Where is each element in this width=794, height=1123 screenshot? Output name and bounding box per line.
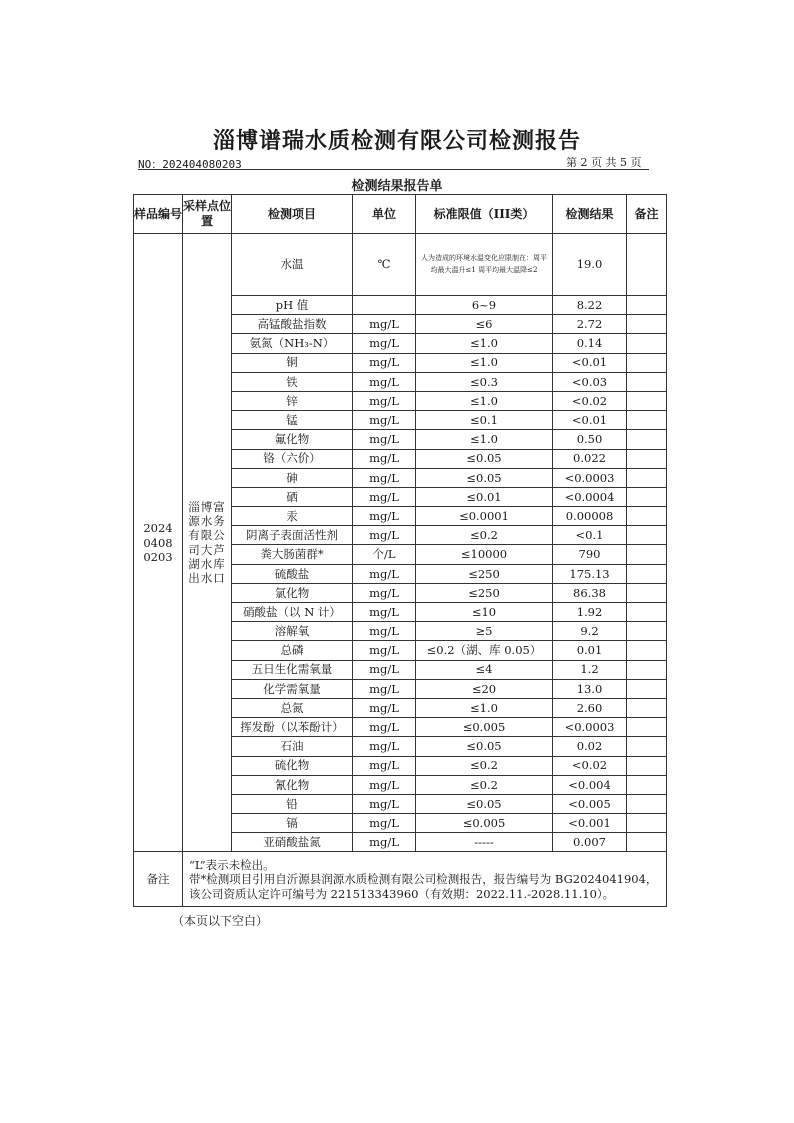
header-item: 检测项目 — [232, 195, 353, 234]
report-title: 淄博谱瑞水质检测有限公司检测报告 — [212, 128, 581, 154]
report-number: NO：202404080203 — [138, 158, 242, 171]
unit-value: 个/L — [353, 545, 416, 564]
standard-limit: ≤0.01 — [416, 487, 553, 506]
test-item: 石油 — [232, 737, 353, 756]
standard-limit: ≤0.05 — [416, 468, 553, 487]
unit-value: mg/L — [353, 756, 416, 775]
remark-cell — [627, 775, 667, 794]
test-result: <0.02 — [553, 391, 627, 410]
standard-limit — [416, 234, 553, 296]
blank-page-note: （本页以下空白） — [172, 914, 269, 928]
remark-cell — [627, 391, 667, 410]
test-item: 锰 — [232, 411, 353, 430]
remark-cell — [627, 814, 667, 833]
standard-limit: ≤0.0001 — [416, 507, 553, 526]
standard-limit: ≤250 — [416, 583, 553, 602]
remark-cell — [627, 756, 667, 775]
remark-cell — [627, 622, 667, 641]
unit-value: mg/L — [353, 775, 416, 794]
standard-limit: ≤0.05 — [416, 794, 553, 813]
standard-limit: 6~9 — [416, 296, 553, 315]
remark-cell — [627, 487, 667, 506]
header-sample-no: 样品编号 — [134, 195, 183, 234]
standard-limit: ≥5 — [416, 622, 553, 641]
test-result: <0.0003 — [553, 718, 627, 737]
test-result: 0.022 — [553, 449, 627, 468]
unit-value: mg/L — [353, 698, 416, 717]
standard-limit: ----- — [416, 833, 553, 852]
unit-value: mg/L — [353, 794, 416, 813]
remark-cell — [627, 737, 667, 756]
standard-limit: ≤1.0 — [416, 334, 553, 353]
test-result: 1.2 — [553, 660, 627, 679]
standard-limit: ≤1.0 — [416, 430, 553, 449]
header-rule — [138, 169, 649, 170]
test-item: 镉 — [232, 814, 353, 833]
test-result: 0.02 — [553, 737, 627, 756]
standard-limit: ≤10000 — [416, 545, 553, 564]
standard-limit: ≤0.3 — [416, 372, 553, 391]
test-item: pH 值 — [232, 296, 353, 315]
test-result: <0.01 — [553, 353, 627, 372]
standard-note: 人为造成的环境水温变化应限制在：周平均最大温升≤1 周平均最大温降≤2 — [421, 253, 547, 274]
test-result: <0.02 — [553, 756, 627, 775]
test-item: 氰化物 — [232, 775, 353, 794]
header-result: 检测结果 — [553, 195, 627, 234]
test-result: 0.50 — [553, 430, 627, 449]
standard-limit: ≤1.0 — [416, 698, 553, 717]
test-result: <0.01 — [553, 411, 627, 430]
test-item: 高锰酸盐指数 — [232, 315, 353, 334]
remark-cell — [627, 372, 667, 391]
unit-value: mg/L — [353, 449, 416, 468]
test-result: 790 — [553, 545, 627, 564]
unit-value: mg/L — [353, 814, 416, 833]
unit-value: mg/L — [353, 315, 416, 334]
standard-limit: ≤1.0 — [416, 353, 553, 372]
test-item: 氟化物 — [232, 430, 353, 449]
test-result: 86.38 — [553, 583, 627, 602]
remark-cell — [627, 296, 667, 315]
remarks-line: 带*检测项目引用自沂源县润源水质检测有限公司检测报告，报告编号为 BG2024041904， — [189, 872, 658, 887]
unit-value: ℃ — [353, 234, 416, 296]
unit-value: mg/L — [353, 487, 416, 506]
table-row — [134, 234, 667, 296]
remark-cell — [627, 468, 667, 487]
unit-value: mg/L — [353, 641, 416, 660]
test-result: 0.14 — [553, 334, 627, 353]
unit-value: mg/L — [353, 391, 416, 410]
remarks-line: “L”表示未检出。 — [189, 857, 275, 872]
test-result: <0.0003 — [553, 468, 627, 487]
test-item: 总磷 — [232, 641, 353, 660]
test-item: 亚硝酸盐氮 — [232, 833, 353, 852]
remark-cell — [627, 833, 667, 852]
unit-value: mg/L — [353, 833, 416, 852]
unit-value: mg/L — [353, 718, 416, 737]
standard-limit: ≤250 — [416, 564, 553, 583]
test-result: 0.00008 — [553, 507, 627, 526]
test-item: 硝酸盐（以 N 计） — [232, 603, 353, 622]
unit-value: mg/L — [353, 411, 416, 430]
test-item: 挥发酚（以苯酚计） — [232, 718, 353, 737]
sample-number: 2024 0408 0203 — [134, 234, 183, 852]
standard-limit: ≤0.05 — [416, 449, 553, 468]
unit-value: mg/L — [353, 660, 416, 679]
test-item: 水温 — [232, 234, 353, 296]
standard-limit: ≤0.1 — [416, 411, 553, 430]
unit-value: mg/L — [353, 372, 416, 391]
header-row — [134, 195, 667, 234]
test-result: 2.72 — [553, 315, 627, 334]
test-result: 0.007 — [553, 833, 627, 852]
remark-cell — [627, 411, 667, 430]
sheet-title: 检测结果报告单 — [351, 179, 443, 194]
unit-value: mg/L — [353, 526, 416, 545]
unit-value: mg/L — [353, 583, 416, 602]
remarks-row — [134, 852, 667, 907]
test-item: 砷 — [232, 468, 353, 487]
unit-value: mg/L — [353, 468, 416, 487]
page-info: 第 2 页 共 5 页 — [566, 156, 642, 169]
header-unit: 单位 — [353, 195, 416, 234]
remarks-line: 该公司资质认定许可编号为 221513343960（有效期：2022.11.-2028.11.10）。 — [189, 886, 615, 901]
test-result: 19.0 — [553, 234, 627, 296]
remark-cell — [627, 564, 667, 583]
unit-value: mg/L — [353, 564, 416, 583]
standard-limit: ≤0.2（湖、库 0.05） — [416, 641, 553, 660]
test-item: 化学需氧量 — [232, 679, 353, 698]
standard-limit: ≤0.2 — [416, 775, 553, 794]
unit-value: mg/L — [353, 430, 416, 449]
standard-limit: ≤4 — [416, 660, 553, 679]
standard-limit: ≤0.05 — [416, 737, 553, 756]
test-result: <0.001 — [553, 814, 627, 833]
remark-cell — [627, 334, 667, 353]
remarks-label: 备注 — [134, 852, 183, 907]
unit-value: mg/L — [353, 622, 416, 641]
unit-value: mg/L — [353, 603, 416, 622]
test-result: 13.0 — [553, 679, 627, 698]
test-result: <0.0004 — [553, 487, 627, 506]
unit-value: mg/L — [353, 679, 416, 698]
unit-value: mg/L — [353, 334, 416, 353]
results-table — [133, 194, 667, 907]
test-item: 粪大肠菌群* — [232, 545, 353, 564]
test-item: 锌 — [232, 391, 353, 410]
standard-limit: ≤0.2 — [416, 526, 553, 545]
test-item: 溶解氧 — [232, 622, 353, 641]
remark-cell — [627, 660, 667, 679]
standard-limit: ≤6 — [416, 315, 553, 334]
remark-cell — [627, 353, 667, 372]
standard-limit: ≤0.005 — [416, 814, 553, 833]
sampling-site: 淄博富源水务有限公司大芦湖水库出水口 — [183, 234, 232, 852]
remark-cell — [627, 234, 667, 296]
remark-cell — [627, 583, 667, 602]
test-result: <0.004 — [553, 775, 627, 794]
standard-limit: ≤0.005 — [416, 718, 553, 737]
header-remark: 备注 — [627, 195, 667, 234]
standard-limit: ≤0.2 — [416, 756, 553, 775]
remark-cell — [627, 315, 667, 334]
standard-limit: ≤10 — [416, 603, 553, 622]
header-standard: 标准限值（III类） — [416, 195, 553, 234]
test-item: 氯化物 — [232, 583, 353, 602]
test-result: 175.13 — [553, 564, 627, 583]
remarks-text — [183, 852, 667, 907]
test-item: 铁 — [232, 372, 353, 391]
unit-value: mg/L — [353, 507, 416, 526]
test-item: 五日生化需氧量 — [232, 660, 353, 679]
remark-cell — [627, 718, 667, 737]
remark-cell — [627, 679, 667, 698]
test-item: 总氮 — [232, 698, 353, 717]
test-result: 9.2 — [553, 622, 627, 641]
remark-cell — [627, 526, 667, 545]
unit-value: mg/L — [353, 353, 416, 372]
test-result: 2.60 — [553, 698, 627, 717]
test-item: 硫酸盐 — [232, 564, 353, 583]
remark-cell — [627, 430, 667, 449]
remark-cell — [627, 507, 667, 526]
standard-limit: ≤1.0 — [416, 391, 553, 410]
unit-value: mg/L — [353, 737, 416, 756]
test-result: 8.22 — [553, 296, 627, 315]
test-item: 阴离子表面活性剂 — [232, 526, 353, 545]
test-item: 氨氮（NH₃-N） — [232, 334, 353, 353]
unit-value — [353, 296, 416, 315]
test-item: 硫化物 — [232, 756, 353, 775]
remark-cell — [627, 545, 667, 564]
test-result: 1.92 — [553, 603, 627, 622]
test-item: 汞 — [232, 507, 353, 526]
standard-limit: ≤20 — [416, 679, 553, 698]
test-result: <0.1 — [553, 526, 627, 545]
header-site: 采样点位置 — [183, 195, 232, 234]
remark-cell — [627, 698, 667, 717]
remark-cell — [627, 449, 667, 468]
test-item: 硒 — [232, 487, 353, 506]
test-result: <0.005 — [553, 794, 627, 813]
test-item: 铅 — [232, 794, 353, 813]
test-result: 0.01 — [553, 641, 627, 660]
test-item: 铬（六价） — [232, 449, 353, 468]
remark-cell — [627, 641, 667, 660]
remark-cell — [627, 794, 667, 813]
remark-cell — [627, 603, 667, 622]
test-item: 铜 — [232, 353, 353, 372]
test-result: <0.03 — [553, 372, 627, 391]
